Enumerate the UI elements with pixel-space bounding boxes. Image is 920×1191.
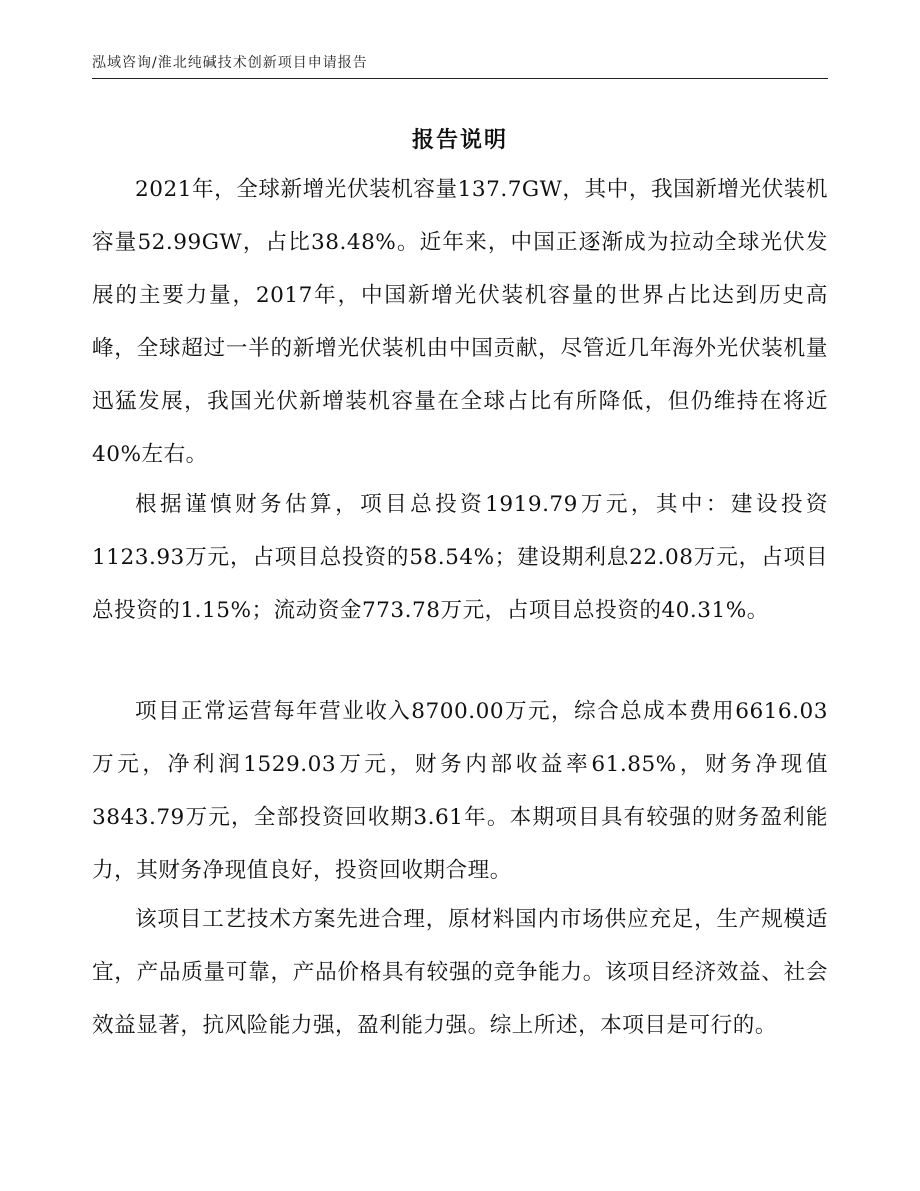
paragraph-market-overview: 2021年，全球新增光伏装机容量137.7GW，其中，我国新增光伏装机容量52.99GW，占比38.48%。近年来，中国正逐渐成为拉动全球光伏发展的主要力量，2017年，中国新增光伏装机容量的世界占比达到历史高峰，全球超过一半的新增光伏装机由中国贡献，尽管近几年海外光伏装机量迅猛发展，我国光伏新增装机容量在全球占比有所降低，但仍维持在将近40%左右。 [92, 177, 828, 467]
paragraph-feasibility-conclusion: 该项目工艺技术方案先进合理，原材料国内市场供应充足，生产规模适宜，产品质量可靠，产品价格具有较强的竞争能力。该项目经济效益、社会效益显著，抗风险能力强，盈利能力强。综上所述，本项目是可行的。 [92, 907, 828, 1038]
paragraph-financial-returns: 项目正常运营每年营业收入8700.00万元，综合总成本费用6616.03万元，净利润1529.03万元，财务内部收益率61.85%，财务净现值3843.79万元，全部投资回收期3.61年。本期项目具有较强的财务盈利能力，其财务净现值良好，投资回收期合理。 [92, 699, 828, 883]
paragraph-investment-estimate: 根据谨慎财务估算，项目总投资1919.79万元，其中：建设投资1123.93万元，占项目总投资的58.54%；建设期利息22.08万元，占项目总投资的1.15%；流动资金773.78万元，占项目总投资的40.31%。 [92, 492, 828, 623]
running-header: 泓域咨询/淮北纯碱技术创新项目申请报告 [92, 55, 368, 71]
header-divider [92, 78, 828, 79]
page-title: 报告说明 [411, 128, 508, 153]
